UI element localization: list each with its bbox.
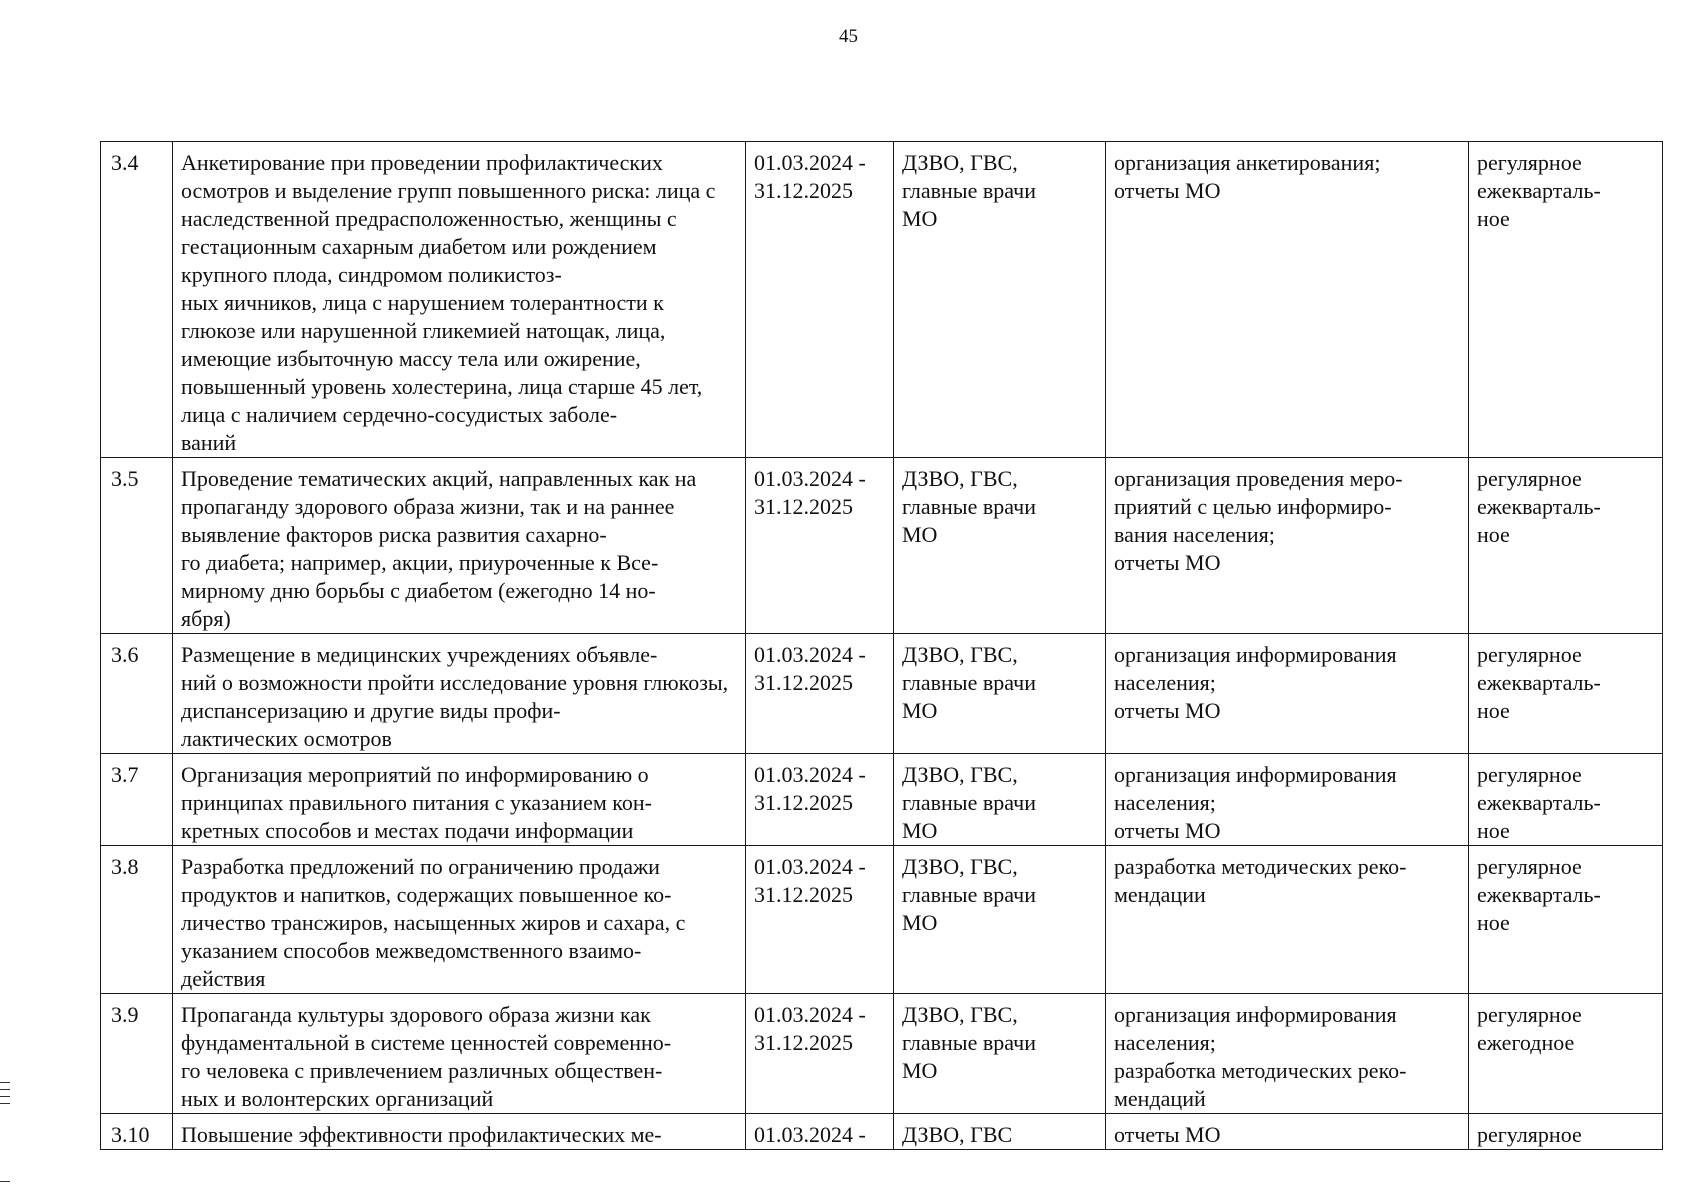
- responsible-cell: ДЗВО, ГВС, главные врачи МО: [894, 754, 1106, 846]
- period-cell: 01.03.2024 - 31.12.2025: [746, 754, 894, 846]
- result-cell: организация информирования населения; отчеты МО: [1106, 754, 1469, 846]
- frequency-cell: регулярное ежегодное: [1469, 994, 1663, 1114]
- table-row: [101, 634, 1663, 754]
- period-cell: 01.03.2024 -: [746, 1114, 894, 1150]
- scan-margin-mark: [0, 1096, 10, 1097]
- table-row: [101, 846, 1663, 994]
- scan-margin-mark: [0, 1089, 10, 1090]
- table-row: [101, 1114, 1663, 1150]
- table-row: [101, 142, 1663, 458]
- frequency-cell: регулярное ежекварталь- ное: [1469, 142, 1663, 458]
- period-cell: 01.03.2024 - 31.12.2025: [746, 846, 894, 994]
- responsible-cell: ДЗВО, ГВС, главные врачи МО: [894, 994, 1106, 1114]
- scan-margin-mark: [0, 1082, 10, 1083]
- result-cell: организация информирования населения; разработка методических реко- мендаций: [1106, 994, 1469, 1114]
- activity-cell: Анкетирование при проведении профилактических осмотров и выделение групп повышенного риска: лица с наследственной предрасположенностью, женщины с гестационным сахарным диабетом или рождением крупного плода, синдромом поликистоз- ных яичников, лица с нарушением толерантности к глюкозе или нарушенной гликемией натощак, лица, имеющие избыточную массу тела или ожирение, повышенный уровень холестерина, лица старше 45 лет, лица с наличием сердечно-сосудистых заболе- ваний: [173, 142, 746, 458]
- result-cell: организация информирования населения; отчеты МО: [1106, 634, 1469, 754]
- activity-cell: Организация мероприятий по информированию о принципах правильного питания с указанием кон- кретных способов и местах подачи информации: [173, 754, 746, 846]
- row-number: 3.4: [101, 142, 173, 458]
- table-row: [101, 458, 1663, 634]
- scan-margin-mark: [0, 1103, 10, 1104]
- result-cell: организация проведения меро- приятий с целью информиро- вания населения; отчеты МО: [1106, 458, 1469, 634]
- period-cell: 01.03.2024 - 31.12.2025: [746, 994, 894, 1114]
- frequency-cell: регулярное: [1469, 1114, 1663, 1150]
- period-cell: 01.03.2024 - 31.12.2025: [746, 458, 894, 634]
- responsible-cell: ДЗВО, ГВС, главные врачи МО: [894, 634, 1106, 754]
- page-number: 45: [839, 26, 858, 47]
- frequency-cell: регулярное ежекварталь- ное: [1469, 846, 1663, 994]
- activity-cell: Пропаганда культуры здорового образа жизни как фундаментальной в системе ценностей современно- го человека с привлечением различных обществен- ных и волонтерских организаций: [173, 994, 746, 1114]
- responsible-cell: ДЗВО, ГВС, главные врачи МО: [894, 846, 1106, 994]
- result-cell: организация анкетирования; отчеты МО: [1106, 142, 1469, 458]
- period-cell: 01.03.2024 - 31.12.2025: [746, 142, 894, 458]
- frequency-cell: регулярное ежекварталь- ное: [1469, 458, 1663, 634]
- activities-table: [100, 141, 1663, 1150]
- frequency-cell: регулярное ежекварталь- ное: [1469, 634, 1663, 754]
- result-cell: разработка методических реко- мендации: [1106, 846, 1469, 994]
- row-number: 3.6: [101, 634, 173, 754]
- table-row: [101, 754, 1663, 846]
- table-row: [101, 994, 1663, 1114]
- scan-margin-mark: [0, 1181, 10, 1182]
- period-cell: 01.03.2024 - 31.12.2025: [746, 634, 894, 754]
- activity-cell: Разработка предложений по ограничению продажи продуктов и напитков, содержащих повышенное ко- личество трансжиров, насыщенных жиров и сахара, с указанием способов межведомственного взаимо- действия: [173, 846, 746, 994]
- activity-cell: Проведение тематических акций, направленных как на пропаганду здорового образа жизни, так и на раннее выявление факторов риска развития сахарно- го диабета; например, акции, приуроченные к Все- мирному дню борьбы с диабетом (ежегодно 14 но- ября): [173, 458, 746, 634]
- row-number: 3.9: [101, 994, 173, 1114]
- result-cell: отчеты МО: [1106, 1114, 1469, 1150]
- row-number: 3.7: [101, 754, 173, 846]
- activity-cell: Размещение в медицинских учреждениях объявле- ний о возможности пройти исследование уровня глюкозы, диспансеризацию и другие виды профи- лактических осмотров: [173, 634, 746, 754]
- row-number: 3.10: [101, 1114, 173, 1150]
- responsible-cell: ДЗВО, ГВС, главные врачи МО: [894, 458, 1106, 634]
- activity-cell: Повышение эффективности профилактических ме-: [173, 1114, 746, 1150]
- frequency-cell: регулярное ежекварталь- ное: [1469, 754, 1663, 846]
- row-number: 3.8: [101, 846, 173, 994]
- row-number: 3.5: [101, 458, 173, 634]
- responsible-cell: ДЗВО, ГВС, главные врачи МО: [894, 142, 1106, 458]
- responsible-cell: ДЗВО, ГВС: [894, 1114, 1106, 1150]
